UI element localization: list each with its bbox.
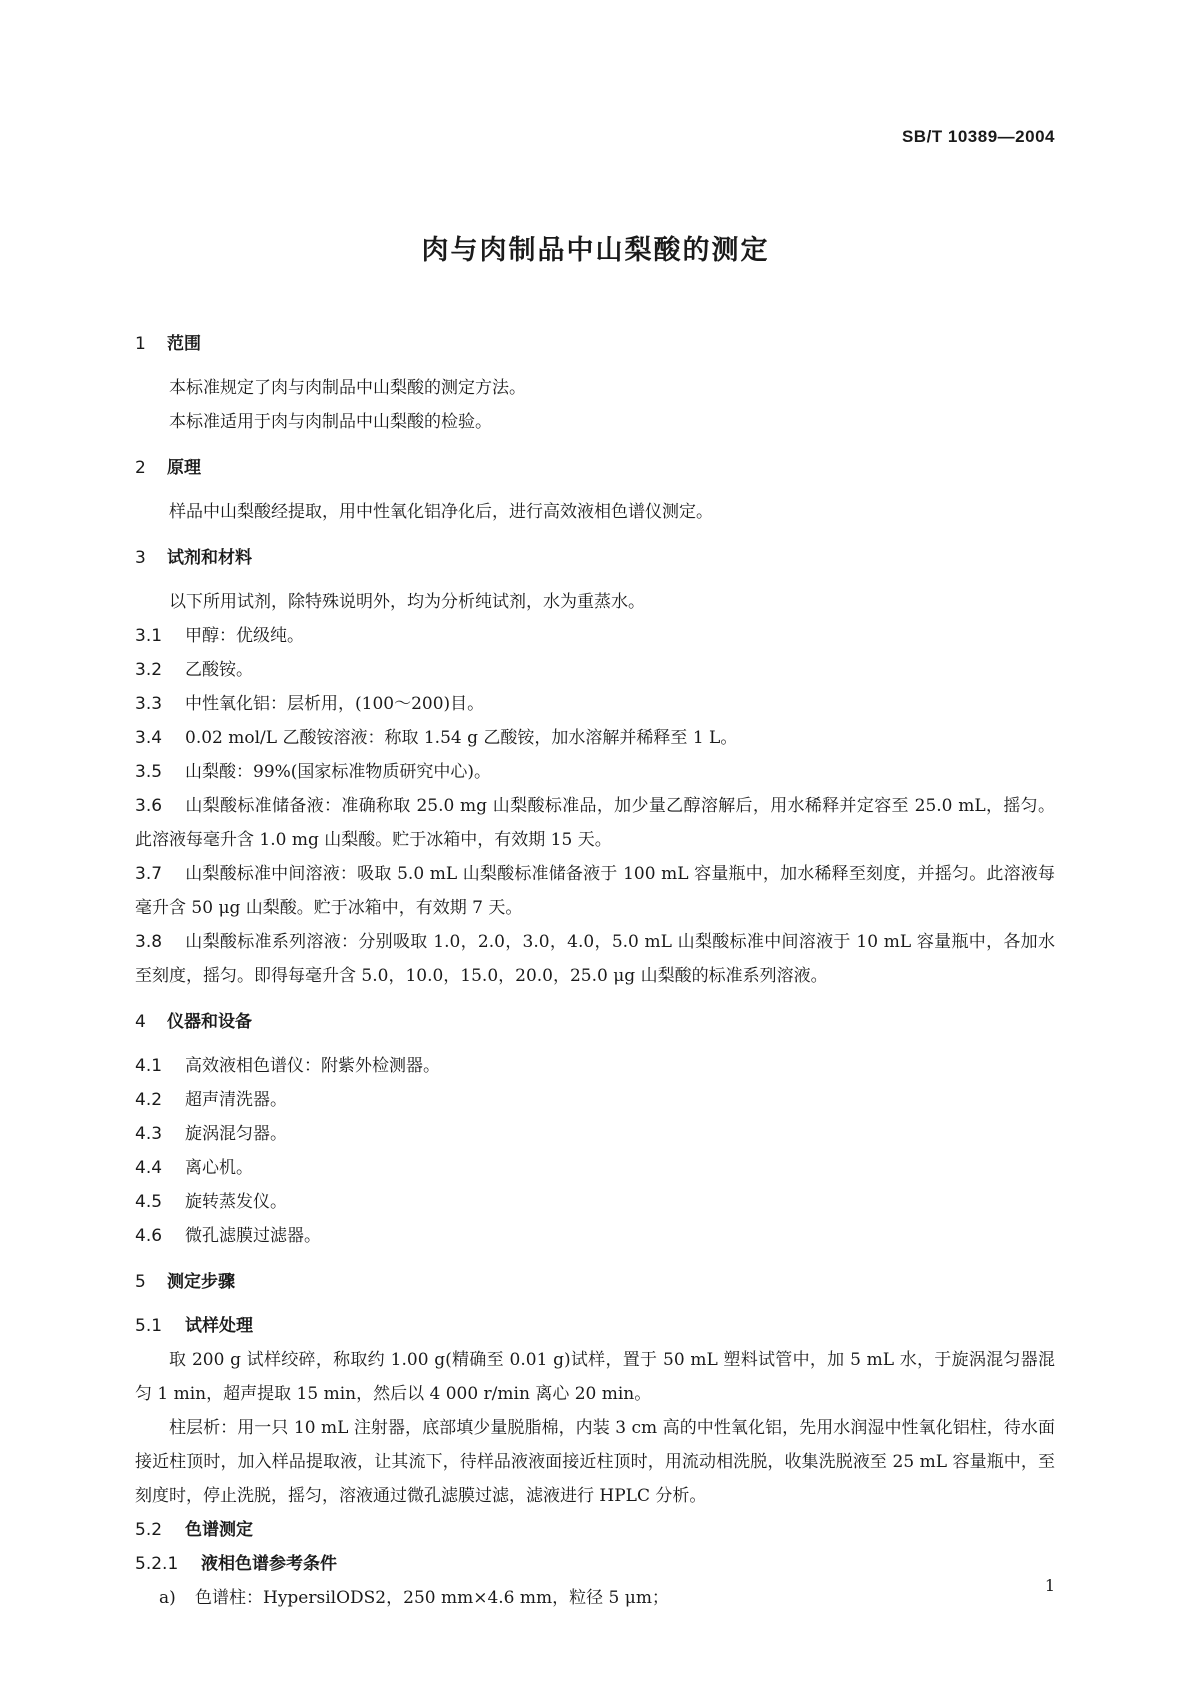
section-number: 5	[135, 1272, 146, 1292]
clause-item	[135, 653, 1055, 687]
list-text: 色谱柱：HypersilODS2，250 mm×4.6 mm，粒径 5 μm；	[195, 1588, 669, 1608]
clause-number: 4.3	[135, 1124, 163, 1144]
section-number: 2	[135, 458, 146, 478]
paragraph: 本标准适用于肉与肉制品中山梨酸的检验。	[169, 412, 492, 432]
list-item	[135, 1581, 1055, 1615]
section-title: 原理	[167, 458, 201, 478]
clause-item	[135, 1151, 1055, 1185]
clause-number: 3.5	[135, 762, 163, 782]
clause-item	[135, 925, 1055, 993]
subsection-title: 色谱测定	[185, 1520, 253, 1540]
section-number: 1	[135, 334, 146, 354]
paragraph: 取 200 g 试样绞碎，称取约 1.00 g(精确至 0.01 g)试样，置于 50 mL 塑料试管中，加 5 mL 水，于旋涡混匀器混匀 1 min，超声提取 15 min，然后以 4 000 r/min 离心 20 min。	[135, 1350, 1055, 1404]
clause-number: 3.4	[135, 728, 163, 748]
clause-text: 微孔滤膜过滤器。	[185, 1226, 321, 1246]
subsection-heading-chromatography	[135, 1513, 1055, 1547]
clause-item	[135, 1219, 1055, 1253]
clause-item	[135, 1185, 1055, 1219]
clause-text: 旋转蒸发仪。	[185, 1192, 287, 1212]
clause-text: 甲醇：优级纯。	[185, 626, 304, 646]
clause-number: 4.2	[135, 1090, 163, 1110]
clause-item	[135, 687, 1055, 721]
subsection-heading-sample-prep	[135, 1309, 1055, 1343]
clause-text: 中性氧化铝：层析用，(100～200)目。	[185, 694, 485, 714]
clause-item	[135, 789, 1055, 857]
paragraph: 本标准规定了肉与肉制品中山梨酸的测定方法。	[169, 378, 526, 398]
section-title: 试剂和材料	[167, 548, 252, 568]
subsubsection-title: 液相色谱参考条件	[201, 1554, 337, 1574]
clause-text: 高效液相色谱仪：附紫外检测器。	[185, 1056, 440, 1076]
clause-number: 3.2	[135, 660, 163, 680]
section-heading-principle	[135, 451, 1055, 485]
clause-number: 4.5	[135, 1192, 163, 1212]
subsubsection-heading-conditions	[135, 1547, 1055, 1581]
clause-text: 山梨酸标准系列溶液：分别吸取 1.0，2.0，3.0，4.0，5.0 mL 山梨酸标准中间溶液于 10 mL 容量瓶中，各加水至刻度，摇匀。即得每毫升含 5.0，10.0，15.0，20.0，25.0 μg 山梨酸的标准系列溶液。	[135, 932, 1055, 986]
list-marker: a)	[159, 1588, 176, 1608]
subsubsection-number: 5.2.1	[135, 1554, 179, 1574]
clause-item	[135, 857, 1055, 925]
section-title: 测定步骤	[167, 1272, 235, 1292]
paragraph: 以下所用试剂，除特殊说明外，均为分析纯试剂，水为重蒸水。	[169, 592, 645, 612]
subsection-number: 5.2	[135, 1520, 163, 1540]
section-heading-reagents	[135, 541, 1055, 575]
section-heading-scope	[135, 327, 1055, 361]
section-heading-apparatus	[135, 1005, 1055, 1039]
clause-text: 乙酸铵。	[185, 660, 253, 680]
paragraph: 柱层析：用一只 10 mL 注射器，底部填少量脱脂棉，内装 3 cm 高的中性氧化铝，先用水润湿中性氧化铝柱，待水面接近柱顶时，加入样品提取液，让其流下，待样品液液面接近柱顶时，用流动相洗脱，收集洗脱液至 25 mL 容量瓶中，至刻度时，停止洗脱，摇匀，溶液通过微孔滤膜过滤，滤液进行 HPLC 分析。	[135, 1418, 1055, 1506]
subsection-number: 5.1	[135, 1316, 163, 1336]
page-number: 1	[1044, 1576, 1055, 1595]
standard-code: SB/T 10389—2004	[901, 127, 1055, 146]
clause-number: 3.1	[135, 626, 163, 646]
section-title: 范围	[167, 334, 201, 354]
subsection-title: 试样处理	[185, 1316, 253, 1336]
clause-number: 4.1	[135, 1056, 163, 1076]
clause-number: 3.7	[135, 864, 163, 884]
clause-text: 0.02 mol/L 乙酸铵溶液：称取 1.54 g 乙酸铵，加水溶解并稀释至 1 L。	[185, 728, 738, 748]
section-number: 4	[135, 1012, 146, 1032]
clause-item	[135, 1083, 1055, 1117]
clause-text: 超声清洗器。	[185, 1090, 287, 1110]
clause-number: 3.6	[135, 796, 163, 816]
clause-number: 3.8	[135, 932, 163, 952]
clause-item	[135, 1117, 1055, 1151]
document-title: 肉与肉制品中山梨酸的测定	[421, 235, 770, 266]
document-body	[135, 327, 1055, 1615]
clause-number: 3.3	[135, 694, 163, 714]
clause-text: 旋涡混匀器。	[185, 1124, 287, 1144]
clause-text: 山梨酸：99%(国家标准物质研究中心)。	[185, 762, 492, 782]
section-heading-procedure	[135, 1265, 1055, 1299]
section-number: 3	[135, 548, 146, 568]
clause-text: 山梨酸标准中间溶液：吸取 5.0 mL 山梨酸标准储备液于 100 mL 容量瓶中，加水稀释至刻度，并摇匀。此溶液每毫升含 50 μg 山梨酸。贮于冰箱中，有效期 7 天。	[135, 864, 1055, 918]
clause-item	[135, 721, 1055, 755]
clause-item	[135, 755, 1055, 789]
clause-number: 4.4	[135, 1158, 163, 1178]
clause-item	[135, 619, 1055, 653]
clause-item	[135, 1049, 1055, 1083]
section-title: 仪器和设备	[167, 1012, 252, 1032]
clause-text: 离心机。	[185, 1158, 253, 1178]
clause-number: 4.6	[135, 1226, 163, 1246]
paragraph: 样品中山梨酸经提取，用中性氧化铝净化后，进行高效液相色谱仪测定。	[169, 502, 713, 522]
clause-text: 山梨酸标准储备液：准确称取 25.0 mg 山梨酸标准品，加少量乙醇溶解后，用水稀释并定容至 25.0 mL，摇匀。此溶液每毫升含 1.0 mg 山梨酸。贮于冰箱中，有效期 15 天。	[135, 796, 1055, 850]
